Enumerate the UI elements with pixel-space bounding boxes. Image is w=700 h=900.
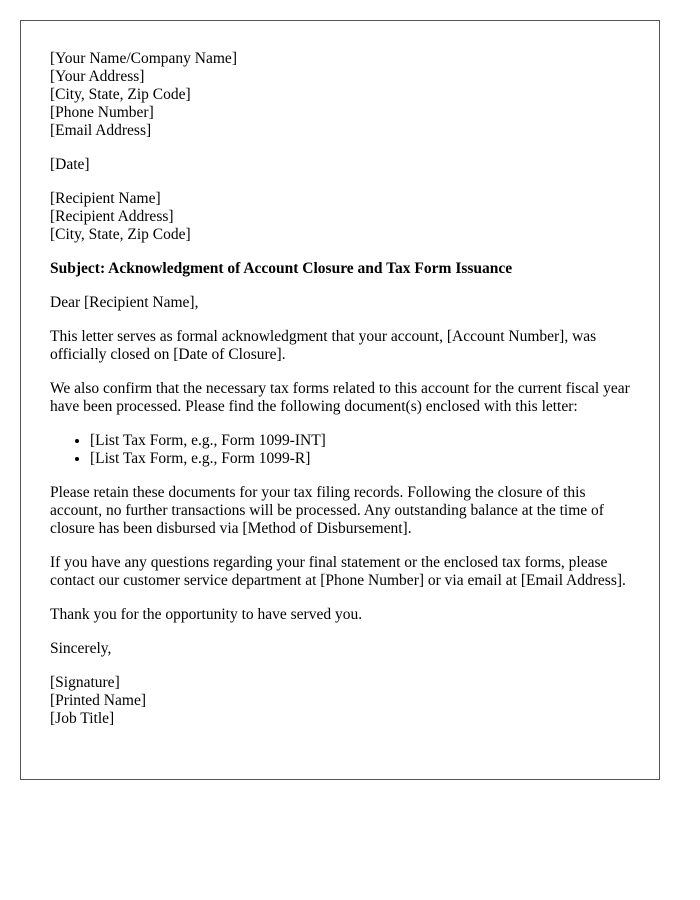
signature: [Signature] bbox=[50, 674, 120, 691]
enclosure-item: • [List Tax Form, e.g., Form 1099-INT] bbox=[90, 432, 630, 450]
date-block bbox=[50, 156, 630, 174]
salutation: Dear [Recipient Name], bbox=[50, 294, 199, 311]
enclosure-item: • [List Tax Form, e.g., Form 1099-R] bbox=[90, 450, 630, 468]
printed-name: [Printed Name] bbox=[50, 692, 146, 709]
paragraph-tax-forms: We also confirm that the necessary tax forms related to this account for the current fiscal year have been processed. Please find the following document(s) enclosed with this letter: bbox=[50, 380, 630, 415]
sender-city-state-zip: [City, State, Zip Code] bbox=[50, 86, 191, 103]
recipient-city-state-zip: [City, State, Zip Code] bbox=[50, 226, 191, 243]
letter-date: [Date] bbox=[50, 156, 90, 173]
signature-block bbox=[50, 674, 630, 728]
job-title: [Job Title] bbox=[50, 710, 115, 727]
sender-email: [Email Address] bbox=[50, 122, 152, 139]
recipient-name: [Recipient Name] bbox=[50, 190, 161, 207]
closing: Sincerely, bbox=[50, 640, 112, 657]
enclosure-list bbox=[50, 432, 630, 468]
paragraph-retain-documents: Please retain these documents for your tax filing records. Following the closure of this account, no further transactions will be processed. Any outstanding balance at the time of closure has been disbursed via [Method of Disbursement]. bbox=[50, 484, 604, 537]
recipient-block bbox=[50, 190, 630, 244]
sender-block bbox=[50, 50, 630, 140]
sender-phone: [Phone Number] bbox=[50, 104, 154, 121]
subject-line: Subject: Acknowledgment of Account Closure and Tax Form Issuance bbox=[50, 260, 513, 277]
paragraph-closure-ack: This letter serves as formal acknowledgment that your account, [Account Number], was officially closed on [Date of Closure]. bbox=[50, 328, 597, 363]
recipient-address: [Recipient Address] bbox=[50, 208, 174, 225]
paragraph-questions: If you have any questions regarding your final statement or the enclosed tax forms, please contact our customer service department at [Phone Number] or via email at [Email Address]. bbox=[50, 554, 626, 589]
sender-address: [Your Address] bbox=[50, 68, 145, 85]
sender-name: [Your Name/Company Name] bbox=[50, 50, 237, 67]
letter-page bbox=[20, 20, 660, 780]
paragraph-thanks: Thank you for the opportunity to have served you. bbox=[50, 606, 363, 623]
